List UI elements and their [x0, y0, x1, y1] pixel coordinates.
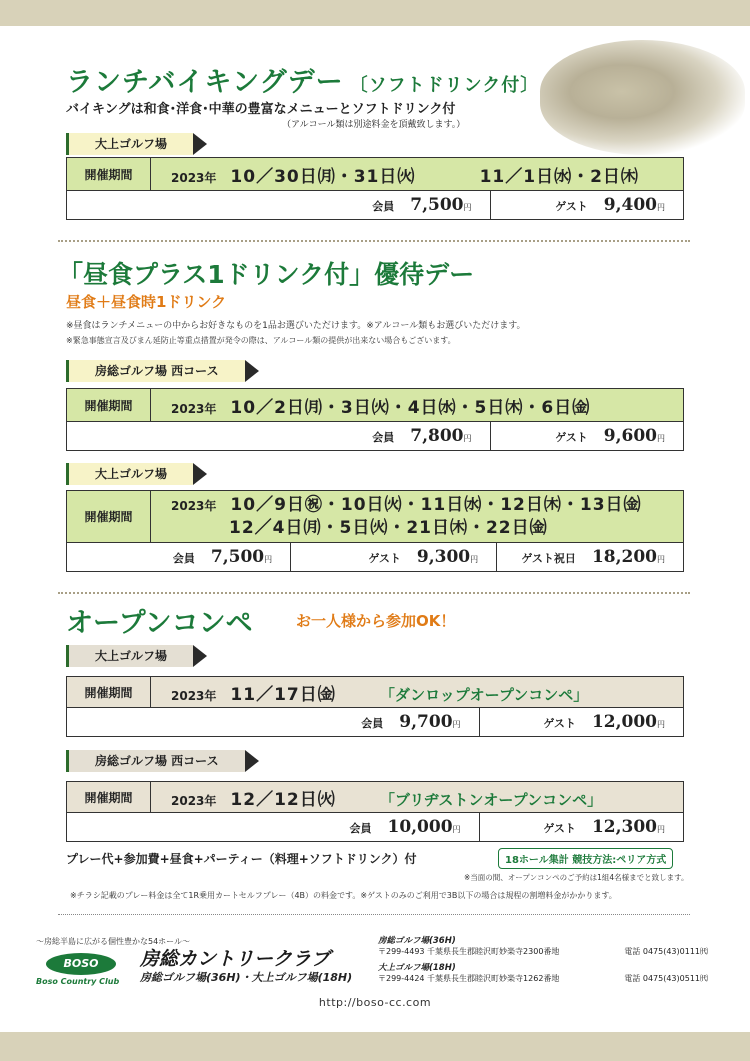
footer-tagline: 〜房総半島に広がる個性豊かな54ホール〜 [36, 937, 191, 946]
plus-holiday-price: ゲスト祝日 18,200円 [497, 543, 684, 572]
plus-table-1 [66, 388, 684, 451]
plus-note-1: ※昼食はランチメニューの中からお好きなものを1品お選びいただけます。※アルコール類もお選びいただけます。 [66, 321, 526, 331]
plus-guest-price-1: ゲスト 9,600円 [490, 422, 684, 451]
open-guest-price-2: ゲスト 12,300円 [479, 813, 683, 842]
open-member-price-1: 会員 9,700円 [67, 708, 480, 737]
divider-3 [58, 914, 690, 915]
plus-note-2: ※緊急事態宣言及びまん延防止等重点措置が発令の際は、アルコール類の提供が出来ない場合もございます。 [66, 336, 456, 345]
lunch-member-price: 会員 7,500円 [67, 191, 491, 220]
bottom-band [0, 1032, 750, 1061]
club-sub: 房総ゴルフ場(36H)・大上ゴルフ場(18H) [140, 971, 353, 984]
period-label: 開催期間 [67, 491, 151, 543]
open-dates-2: 2023年 12／12日㈫ 「ブリヂストンオープンコンペ」 [151, 782, 684, 813]
period-label: 開催期間 [67, 677, 151, 708]
tel2: 電話 0475(43)0511㈹ [624, 974, 708, 983]
lunch-title: ランチバイキングデー 〔ソフトドリンク付〕 [66, 67, 540, 98]
open-table-2 [66, 781, 684, 842]
open-venue-tag-1: 大上ゴルフ場 [66, 645, 193, 667]
plus-dates-2: 2023年 10／9日㊗・10日㈫・11日㈬・12日㈭・13日㈮ 12／4日㈪・5日㈫・21日㈭・22日㈮ [151, 491, 684, 543]
boso-logo: BOSO [46, 953, 116, 975]
plus-subtitle: 昼食＋昼食時1ドリンク [66, 293, 227, 311]
lunch-dates: 2023年 10／30日㈪・31日㈫ 11／1日㈬・2日㈭ [151, 158, 684, 191]
open-note-fee: ※チラシ記載のプレー料金は全て1R乗用カートセルフプレー（4B）の料金です。※ゲストのみのご利用で3B以下の場合は規程の割増料金がかかります。 [70, 891, 617, 900]
tel1: 電話 0475(43)0111㈹ [624, 947, 708, 956]
open-member-price-2: 会員 10,000円 [67, 813, 480, 842]
lunch-desc-note: （アルコール類は別途料金を頂戴致します。） [282, 120, 466, 130]
lunch-guest-price: ゲスト 9,400円 [490, 191, 684, 220]
plus-guest-price-2: ゲスト 9,300円 [291, 543, 497, 572]
address-block [378, 934, 708, 984]
open-format-badge: 18ホール集計 競技方法:ペリア方式 [498, 848, 673, 869]
open-note-day: ※当面の間、オープンコンペのご予約は1組4名様までと致します。 [464, 873, 689, 882]
lunch-venue-tag: 大上ゴルフ場 [66, 133, 193, 155]
addr1-name: 房総ゴルフ場(36H) [378, 936, 456, 946]
open-venue-tag-2: 房総ゴルフ場 西コース [66, 750, 245, 772]
divider-2 [58, 592, 690, 594]
period-label: 開催期間 [67, 158, 151, 191]
period-label: 開催期間 [67, 782, 151, 813]
top-band [0, 0, 750, 26]
lunch-desc: バイキングは和食･洋食･中華の豊富なメニューとソフトドリンク付 [66, 102, 456, 117]
club-name: 房総カントリークラブ [140, 948, 331, 970]
addr2: 〒299-4424 千葉県長生郡睦沢町妙楽寺1262番地 [378, 974, 560, 983]
plus-member-price-1: 会員 7,800円 [67, 422, 491, 451]
plus-venue-tag-1: 房総ゴルフ場 西コース [66, 360, 245, 382]
boso-logo-sub: Boso Country Club [36, 977, 120, 986]
website-link[interactable]: http://boso-cc.com [318, 996, 432, 1009]
open-catch: お一人様から参加OK！ [296, 612, 456, 630]
plus-table-2 [66, 490, 684, 572]
period-label: 開催期間 [67, 389, 151, 422]
footer-logo-block [36, 936, 191, 986]
plus-dates-1: 2023年 10／2日㈪・3日㈫・4日㈬・5日㈭・6日㈮ [151, 389, 684, 422]
buffet-photo [540, 40, 745, 155]
addr2-name: 大上ゴルフ場(18H) [378, 963, 456, 973]
open-event-1: 「ダンロップオープンコンペ」 [379, 685, 589, 704]
plus-title: 「昼食プラス1ドリンク付」優待デー [58, 260, 475, 289]
plus-venue-tag-2: 大上ゴルフ場 [66, 463, 193, 485]
divider-1 [58, 240, 690, 242]
plus-member-price-2: 会員 7,500円 [67, 543, 291, 572]
open-guest-price-1: ゲスト 12,000円 [479, 708, 683, 737]
lunch-title-sub: 〔ソフトドリンク付〕 [349, 75, 540, 96]
open-title: オープンコンペ [66, 608, 253, 639]
open-table-1 [66, 676, 684, 737]
open-includes: プレー代+参加費+昼食+パーティー（料理+ソフトドリンク）付 [66, 852, 417, 866]
open-dates-1: 2023年 11／17日㈮ 「ダンロップオープンコンペ」 [151, 677, 684, 708]
addr1: 〒299-4493 千葉県長生郡睦沢町妙楽寺2300番地 [378, 947, 560, 956]
lunch-table [66, 157, 684, 220]
open-event-2: 「ブリヂストンオープンコンペ」 [379, 790, 603, 809]
